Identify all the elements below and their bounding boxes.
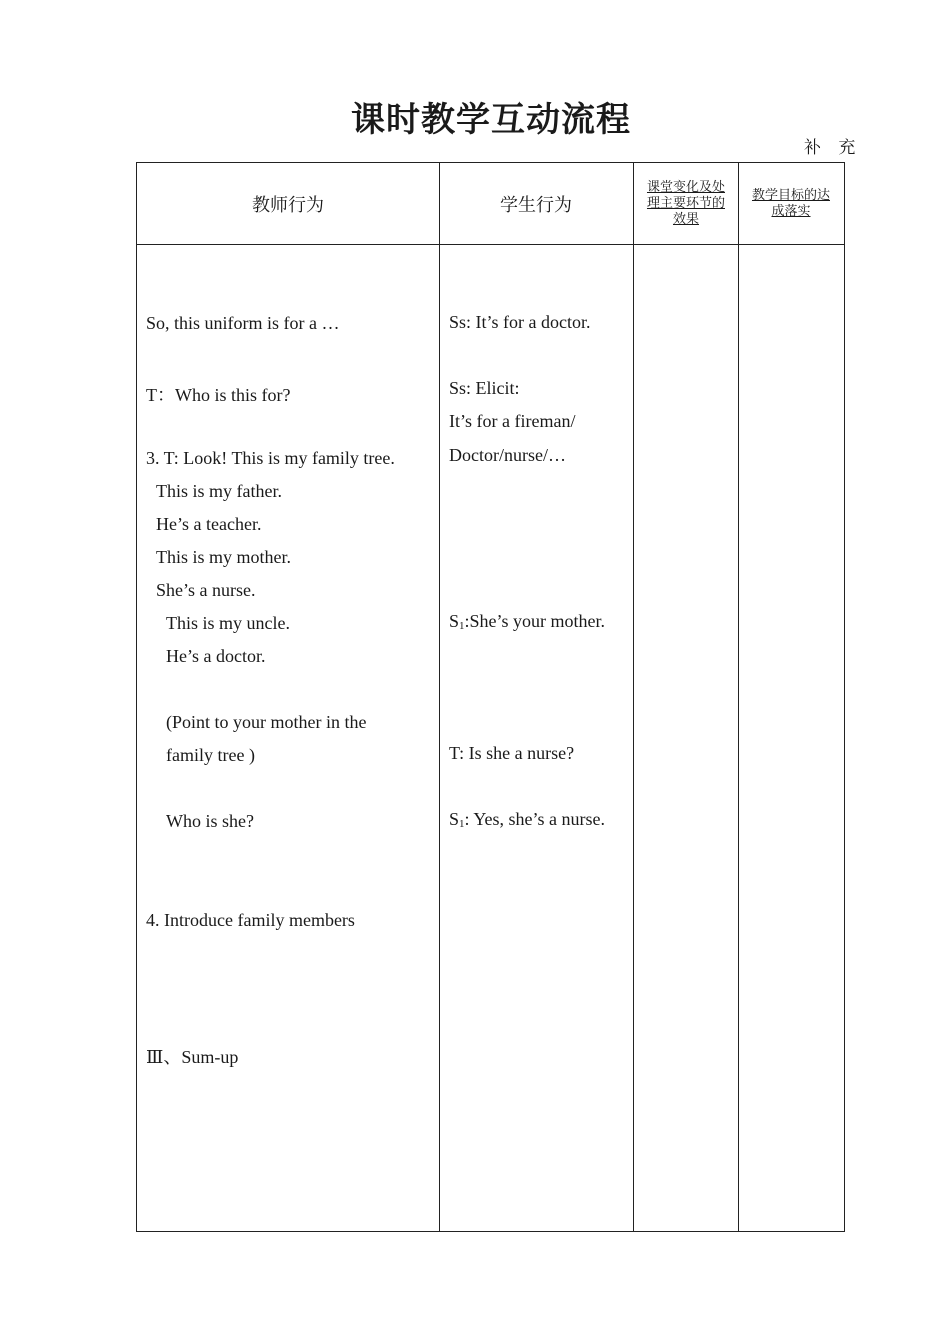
column-divider	[633, 163, 634, 1231]
column-divider	[439, 163, 440, 1231]
teacher-line: So, this uniform is for a …	[146, 313, 340, 333]
header-student: 学生行为	[500, 195, 572, 216]
teacher-line: This is my uncle.	[166, 613, 290, 633]
teacher-line: Ⅲ、Sum-up	[146, 1047, 239, 1067]
teacher-line: 3. T: Look! This is my family tree.	[146, 448, 395, 468]
page-title: 课时教学互动流程	[351, 100, 631, 140]
teacher-line: (Point to your mother in the	[166, 712, 367, 732]
student-line: It’s for a fireman/	[449, 411, 576, 431]
student-line: S1:She’s your mother.	[449, 611, 606, 632]
teacher-line: He’s a teacher.	[156, 514, 262, 534]
teacher-line: Who is she?	[166, 811, 254, 831]
student-line: T: Is she a nurse?	[449, 743, 575, 763]
lesson-table	[136, 162, 845, 1232]
teacher-line: 4. Introduce family members	[146, 910, 355, 930]
header-goal-achievement: 教学目标的达成落实	[751, 188, 830, 219]
student-line: Ss: Elicit:	[449, 378, 520, 398]
student-line: S1: Yes, she’s a nurse.	[449, 809, 606, 830]
student-line: Doctor/nurse/…	[449, 445, 566, 465]
teacher-line: family tree )	[166, 745, 255, 765]
teacher-line: She’s a nurse.	[156, 580, 256, 600]
header-classroom-changes: 课堂变化及处理主要环节的效果	[646, 180, 725, 227]
teacher-line: This is my father.	[156, 481, 282, 501]
student-line: Ss: It’s for a doctor.	[449, 312, 591, 332]
teacher-line: He’s a doctor.	[166, 646, 266, 666]
teacher-line: This is my mother.	[156, 547, 291, 567]
column-divider	[738, 163, 739, 1231]
teacher-line: T：Who is this for?	[146, 385, 291, 405]
supplement-label: 补 充	[804, 138, 862, 158]
header-teacher: 教师行为	[252, 195, 324, 216]
